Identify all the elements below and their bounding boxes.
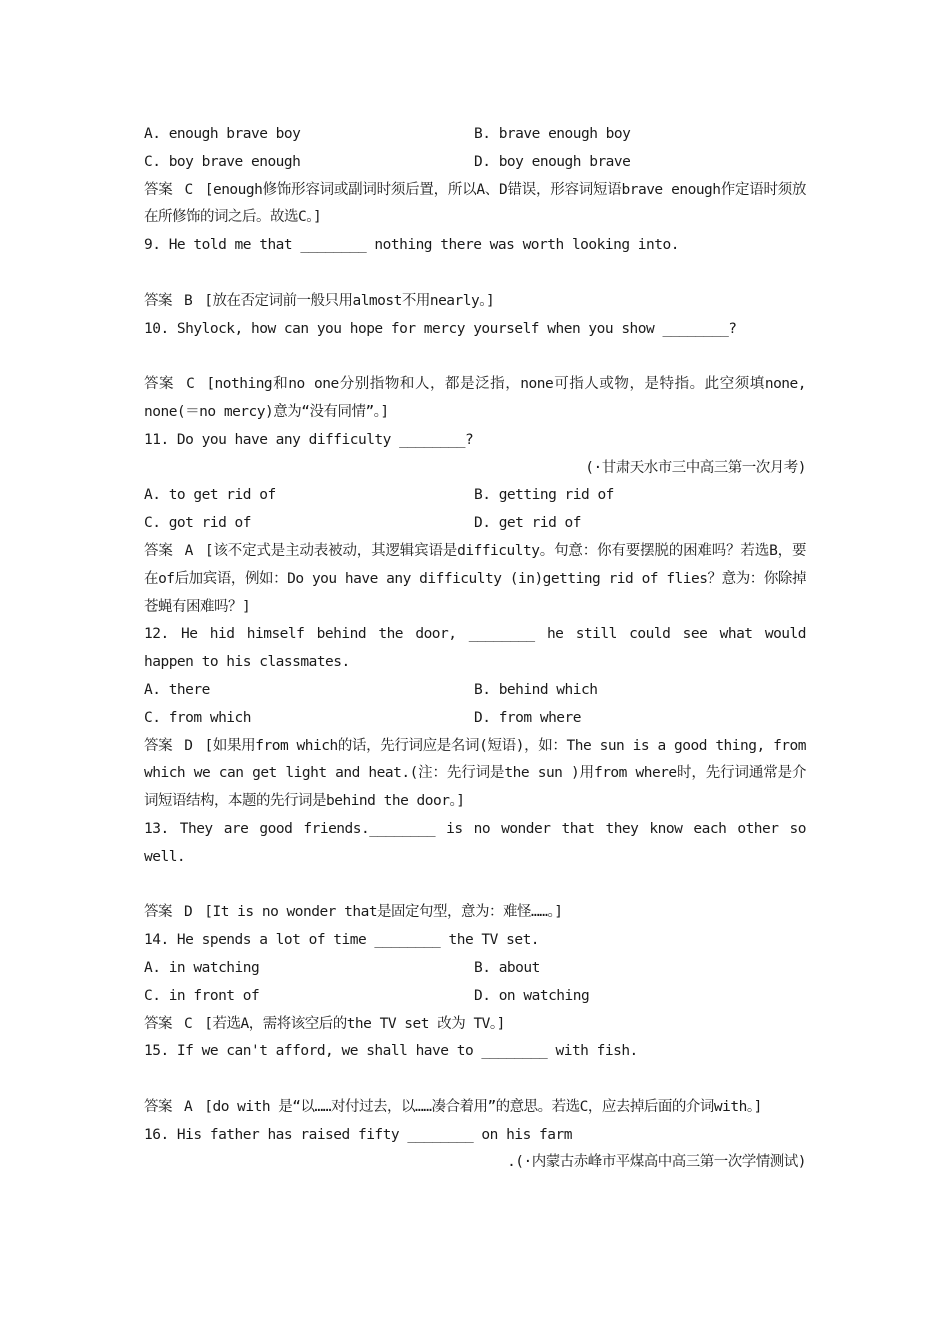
- q11-option-d: D. get rid of: [474, 515, 581, 532]
- q11-source: (·甘肃天水市三中高三第一次月考): [585, 459, 806, 476]
- q9-answer: [144, 288, 806, 316]
- answer-letter: A: [184, 542, 193, 559]
- q13-options: [144, 872, 806, 900]
- answer-explanation: [放在否定词前一般只用almost不用nearly。]: [204, 292, 495, 309]
- q10-stem: 10. Shylock, how can you hope for mercy yourself when you show ________?: [144, 320, 737, 337]
- answer-explanation: [do with 是“以……对付过去，以……凑合着用”的意思。若选C，应去掉后面的介词with。]: [204, 1098, 762, 1115]
- answer-letter: C: [184, 1015, 193, 1032]
- q11-option-c: C. got rid of: [144, 515, 251, 532]
- answer-explanation: [若选A，需将该空后的the TV set 改为 TV。]: [204, 1015, 505, 1032]
- q14-options-row-2: [144, 983, 806, 1011]
- answer-explanation: [It is no wonder that是固定句型，意为：难怪……。]: [204, 904, 563, 921]
- q12-options-row-2: [144, 705, 806, 733]
- q9-stem: 9. He told me that ________ nothing there was worth looking into.: [144, 237, 679, 254]
- answer-label: 答案: [144, 181, 173, 198]
- q11-option-a: A. to get rid of: [144, 487, 276, 504]
- q12-option-a: A. there: [144, 681, 210, 698]
- q8-option-b: B. brave enough boy: [474, 126, 631, 142]
- q11-option-b: B. getting rid of: [474, 487, 614, 504]
- answer-explanation: [enough修饰形容词或副词时须后置，所以A、D错误，形容词短语brave enough作定语时须放在所修饰的词之后。故选C。]: [144, 181, 806, 226]
- answer-letter: B: [184, 292, 193, 309]
- answer-label: 答案: [144, 292, 172, 309]
- answer-letter: C: [186, 376, 195, 393]
- q12-stem: 12. He hid himself behind the door, ________ he still could see what would happen to his classmates.: [144, 626, 806, 671]
- q11-options-row-2: [144, 510, 806, 538]
- q14-answer: [144, 1011, 806, 1039]
- answer-label: 答案: [144, 376, 175, 393]
- q15-answer: [144, 1094, 806, 1122]
- q8-option-c: C. boy brave enough: [144, 153, 301, 170]
- answer-label: 答案: [144, 737, 173, 754]
- q14-option-b: B. about: [474, 959, 540, 976]
- answer-letter: D: [184, 737, 193, 754]
- q14-option-d: D. on watching: [474, 987, 590, 1004]
- q12-option-b: B. behind which: [474, 681, 598, 698]
- q14-option-c: C. in front of: [144, 987, 260, 1004]
- q15-stem: 15. If we can't afford, we shall have to ________ with fish.: [144, 1043, 638, 1060]
- q14-option-a: A. in watching: [144, 959, 260, 976]
- answer-explanation: [nothing和no one分别指物和人，都是泛指，none可指人或物，是特指。此空须填none, none(＝no mercy)意为“没有同情”。]: [144, 376, 806, 420]
- q13-stem: 13. They are good friends.________ is no wonder that they know each other so well.: [144, 820, 806, 865]
- answer-label: 答案: [144, 904, 172, 921]
- answer-label: 答案: [144, 1098, 172, 1115]
- answer-explanation: [该不定式是主动表被动，其逻辑宾语是difficulty。句意：你有要摆脱的困难吗？若选B，要在of后加宾语，例如：Do you have any difficulty (in)getting rid of flies？意为：你除掉苍蝇有困难吗？]: [144, 542, 806, 615]
- q8-option-d: D. boy enough brave: [474, 153, 631, 170]
- q9-options: [144, 260, 806, 288]
- q14-options-row-1: [144, 955, 806, 983]
- answer-letter: D: [184, 904, 193, 921]
- q13-answer: [144, 899, 806, 927]
- q10-options: [144, 343, 806, 371]
- q11-options-row-1: [144, 482, 806, 510]
- q12-options-row-1: [144, 677, 806, 705]
- q8-option-a: A. enough brave boy: [144, 126, 301, 142]
- answer-letter: C: [184, 181, 193, 198]
- q16-stem: 16. His father has raised fifty ________ on his farm: [144, 1126, 572, 1143]
- q16-source: .(·内蒙古赤峰市平煤高中高三第一次学情测试): [507, 1154, 806, 1171]
- q11-stem: 11. Do you have any difficulty ________?: [144, 431, 474, 448]
- q10-answer: [144, 371, 806, 427]
- q8-options-row-2: [144, 149, 806, 177]
- q12-answer: [144, 733, 806, 816]
- answer-explanation: [如果用from which的话，先行词应是名词(短语)，如：The sun is a good thing, from which we can get light and heat.(注：先行词是the sun )用from where时，先行词通常是介词短语结构，本题的先行词是behind the door。]: [144, 737, 806, 810]
- answer-label: 答案: [144, 1015, 172, 1032]
- q12-option-c: C. from which: [144, 709, 251, 726]
- q14-stem: 14. He spends a lot of time ________ the TV set.: [144, 932, 540, 949]
- answer-letter: A: [184, 1098, 193, 1115]
- q11-answer: [144, 538, 806, 621]
- q8-options-row-1: [144, 121, 806, 149]
- q15-options: [144, 1066, 806, 1094]
- question-list: [144, 121, 806, 1177]
- q12-option-d: D. from where: [474, 709, 581, 726]
- q8-answer: [144, 177, 806, 233]
- answer-label: 答案: [144, 542, 173, 559]
